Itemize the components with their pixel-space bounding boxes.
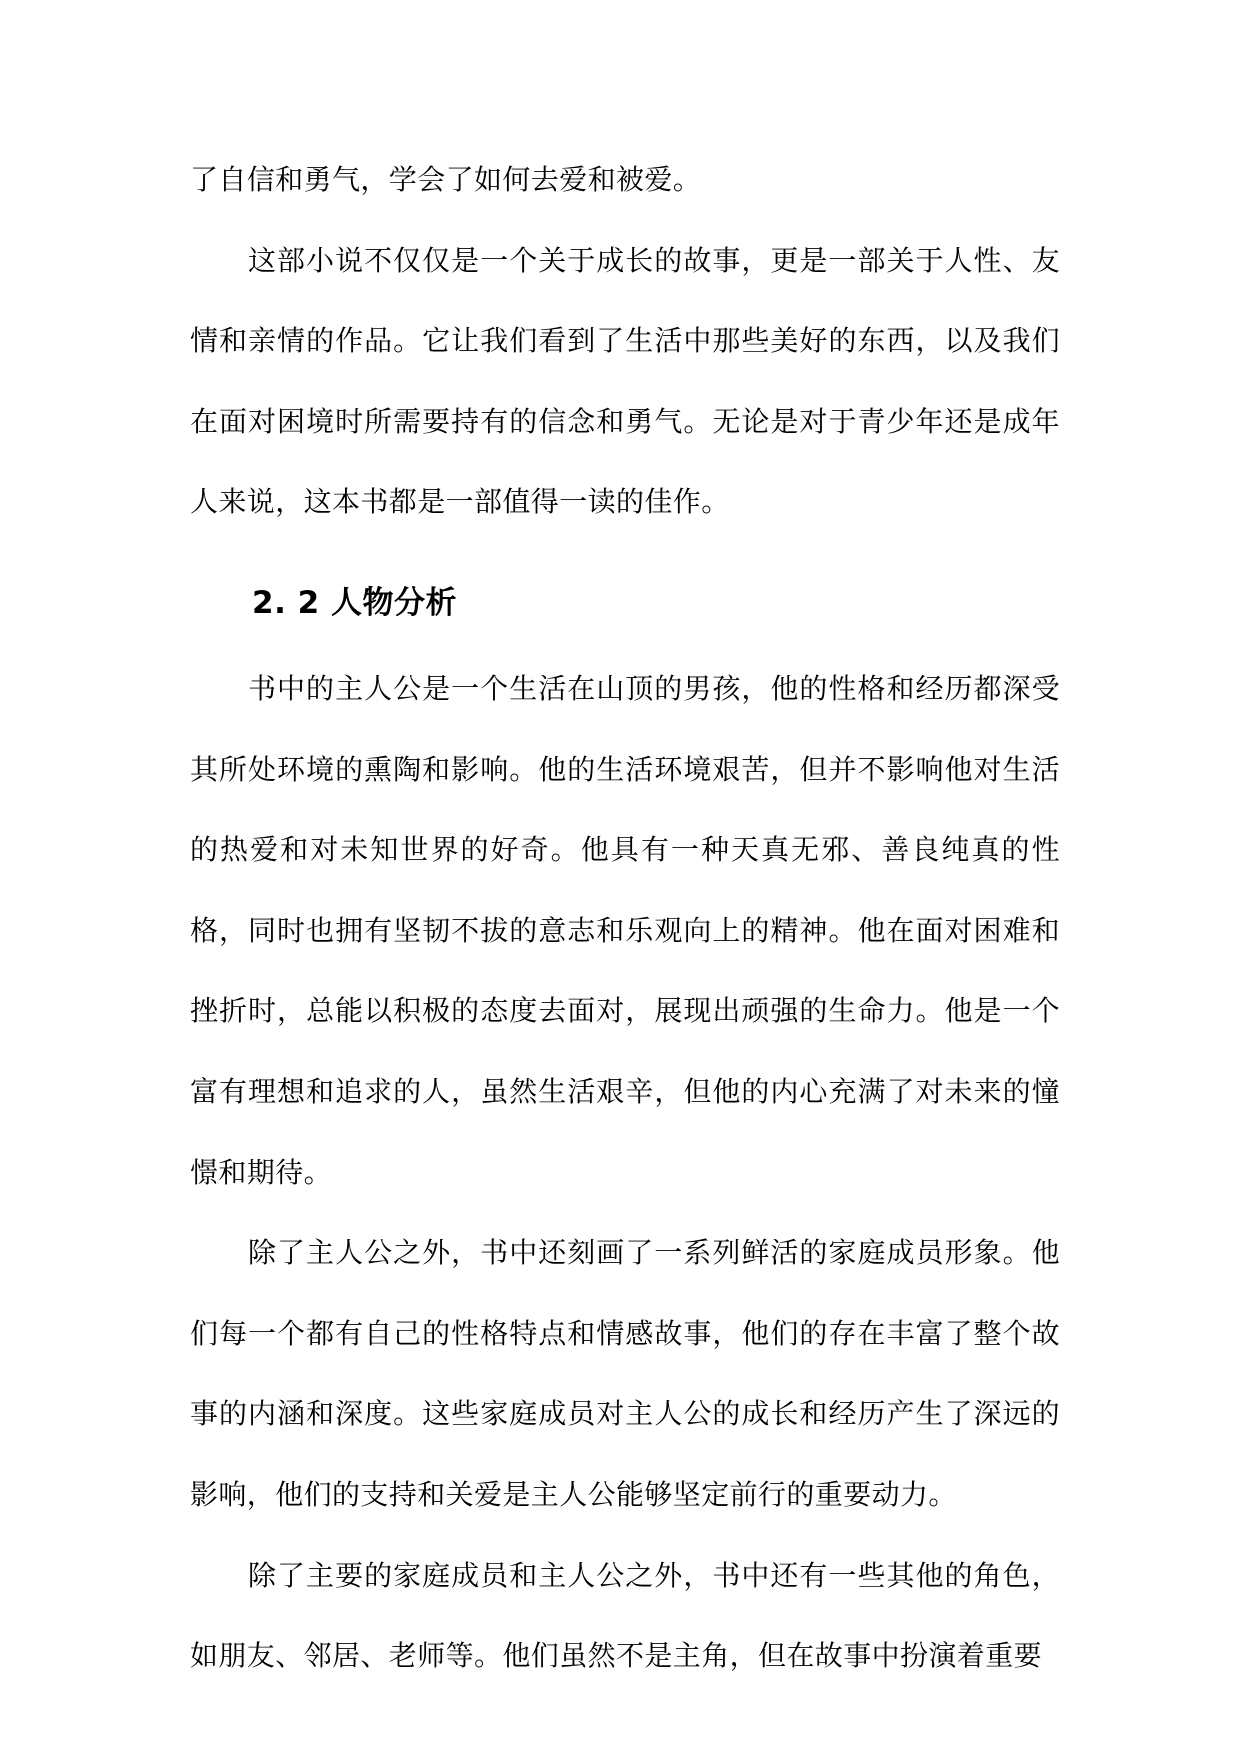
page-body — [190, 140, 1060, 1697]
paragraph-novel-summary: 这部小说不仅仅是一个关于成长的故事，更是一部关于人性、友情和亲情的作品。它让我们看到了生活中那些美好的东西，以及我们在面对困境时所需要持有的信念和勇气。无论是对于青少年还是成年人来说，这本书都是一部值得一读的佳作。 — [190, 243, 1060, 519]
paragraph-protagonist: 书中的主人公是一个生活在山顶的男孩，他的性格和经历都深受其所处环境的熏陶和影响。他的生活环境艰苦，但并不影响他对生活的热爱和对未知世界的好奇。他具有一种天真无邪、善良纯真的性格，同时也拥有坚韧不拔的意志和乐观向上的精神。他在面对困难和挫折时，总能以积极的态度去面对，展现出顽强的生命力。他是一个富有理想和追求的人，虽然生活艰辛，但他的内心充满了对未来的憧憬和期待。 — [190, 671, 1060, 1189]
paragraph-family-members: 除了主人公之外，书中还刻画了一系列鲜活的家庭成员形象。他们每一个都有自己的性格特点和情感故事，他们的存在丰富了整个故事的内涵和深度。这些家庭成员对主人公的成长和经历产生了深远的影响，他们的支持和关爱是主人公能够坚定前行的重要动力。 — [190, 1236, 1060, 1511]
section-heading: 2. 2 人物分析 — [252, 584, 458, 621]
paragraph-other-characters: 除了主要的家庭成员和主人公之外，书中还有一些其他的角色，如朋友、邻居、老师等。他们虽然不是主角，但在故事中扮演着重要 — [190, 1558, 1060, 1673]
paragraph-continuation: 了自信和勇气，学会了如何去爱和被爱。 — [190, 163, 702, 196]
